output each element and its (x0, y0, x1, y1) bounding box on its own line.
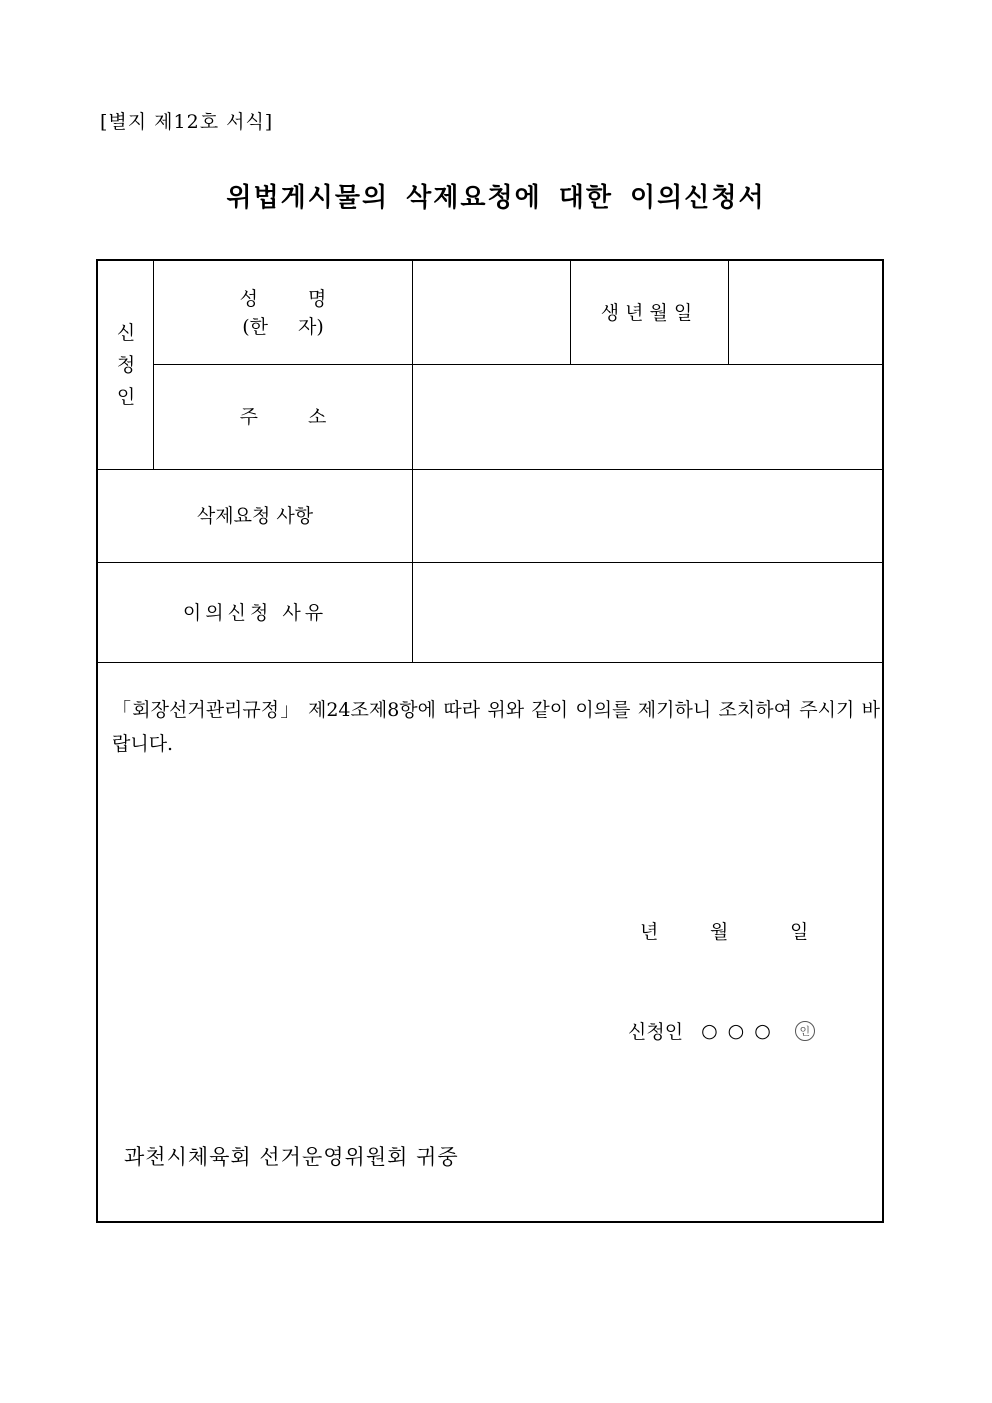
address-label: 주 소 (239, 406, 327, 428)
objection-reason-field[interactable] (413, 563, 884, 662)
form-number-label: [별지 제12호 서식] (100, 111, 274, 133)
deletion-request-label: 삭제요청 사항 (196, 505, 314, 527)
address-field[interactable] (413, 365, 884, 469)
recipient-line: 과천시체육회 선거운영위원회 귀중 (124, 1145, 459, 1169)
seal-icon: 인 (795, 1021, 815, 1041)
date-day-label: 일 (790, 921, 809, 943)
applicant-char: 인 (116, 386, 136, 408)
date-year-label: 년 (640, 921, 659, 943)
objection-statement: 「회장선거관리규정」 제24조제8항에 따라 위와 같이 이의를 제기하니 조치하여 주시기 바랍니다. (112, 699, 880, 755)
signature-label: 신청인 (628, 1021, 684, 1043)
divider (98, 662, 884, 663)
date-month-label: 월 (710, 921, 729, 943)
applicant-char: 청 (116, 354, 136, 376)
objection-reason-label: 이의신청 사유 (182, 601, 328, 624)
name-hanja-label: (한 자) (242, 315, 324, 338)
applicant-label (98, 261, 154, 469)
name-field[interactable] (413, 261, 570, 364)
deletion-request-field[interactable] (413, 470, 884, 562)
applicant-char: 신 (116, 322, 136, 344)
birthdate-field[interactable] (729, 261, 884, 364)
name-label-cell (154, 261, 412, 364)
document-title: 위법게시물의 삭제요청에 대한 이의신청서 (226, 183, 766, 213)
signature-line (628, 1017, 815, 1044)
birthdate-label: 생년월일 (600, 301, 699, 324)
name-label: 성 명 (239, 287, 327, 310)
signature-name-placeholder: ○○○ (701, 1019, 781, 1042)
application-form-table (96, 259, 884, 1223)
